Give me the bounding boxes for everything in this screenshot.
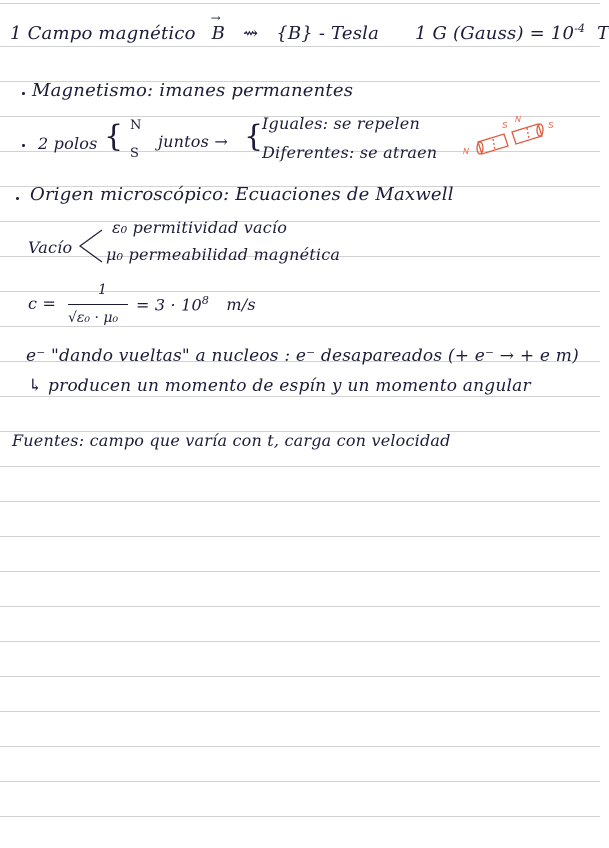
permitividad-line: ε₀ permitividad vacío <box>112 218 288 237</box>
magnet-label-n1: N <box>463 147 469 156</box>
c-value-text: = 3 · 10 <box>136 295 202 315</box>
origen-line: Origen microscópico: Ecuaciones de Maxwell <box>30 184 454 205</box>
squiggle-arrow-icon: ⇝ <box>242 23 259 44</box>
vector-b <box>210 11 231 44</box>
fraction-bar <box>68 304 128 305</box>
bullet <box>22 92 25 95</box>
dos-polos: 2 polos <box>38 134 98 153</box>
iguales-line: Iguales: se repelen <box>262 114 420 133</box>
c-numerator: 1 <box>98 282 107 298</box>
c-exponent: 8 <box>201 294 210 307</box>
c-unit: m/s <box>226 295 256 315</box>
bullet <box>22 144 25 147</box>
magnets-drawing <box>460 112 560 162</box>
c-equation-start: c = <box>28 294 57 313</box>
title-campo-magnetico <box>10 11 609 44</box>
juntos-arrow: juntos → <box>158 132 228 151</box>
c-value <box>136 294 256 314</box>
electrones-line: e⁻ "dando vueltas" a nucleos : e⁻ desapareados (+ e⁻ → + e m) <box>26 346 579 366</box>
producen-line: ↳ producen un momento de espín y un momento angular <box>28 376 531 396</box>
gauss-equation: 1 G (Gauss) = 10 <box>414 23 575 44</box>
polo-n: N <box>130 118 142 133</box>
title-text: 1 Campo magnético <box>10 23 196 44</box>
vacio-label: Vacío <box>28 238 73 257</box>
polo-s: S <box>130 146 140 161</box>
vector-arrow-icon: → <box>210 11 221 25</box>
magnet-dividers <box>493 128 529 150</box>
fuentes-line: Fuentes: campo que varía con t, carga con velocidad <box>12 431 451 450</box>
diferentes-line: Diferentes: se atraen <box>262 143 438 162</box>
magnetismo-line: Magnetismo: imanes permanentes <box>32 80 354 101</box>
left-brace-icon: { <box>104 119 124 154</box>
left-brace-icon: { <box>244 119 264 154</box>
c-denominator: √ε₀ · μ₀ <box>68 310 119 326</box>
bullet <box>16 197 19 200</box>
gauss-unit: T <box>597 23 609 44</box>
bracket-lines-icon <box>76 226 106 266</box>
permeabilidad-line: μ₀ permeabilidad magnética <box>106 245 341 264</box>
vector-b-letter: B <box>211 23 226 44</box>
gauss-exponent: -4 <box>574 22 586 35</box>
magnet-label-s2: S <box>548 121 554 130</box>
magnet-label-n2: N <box>515 115 521 124</box>
unit-tesla: {B} - Tesla <box>276 23 380 44</box>
magnet-label-s1: S <box>502 121 508 130</box>
